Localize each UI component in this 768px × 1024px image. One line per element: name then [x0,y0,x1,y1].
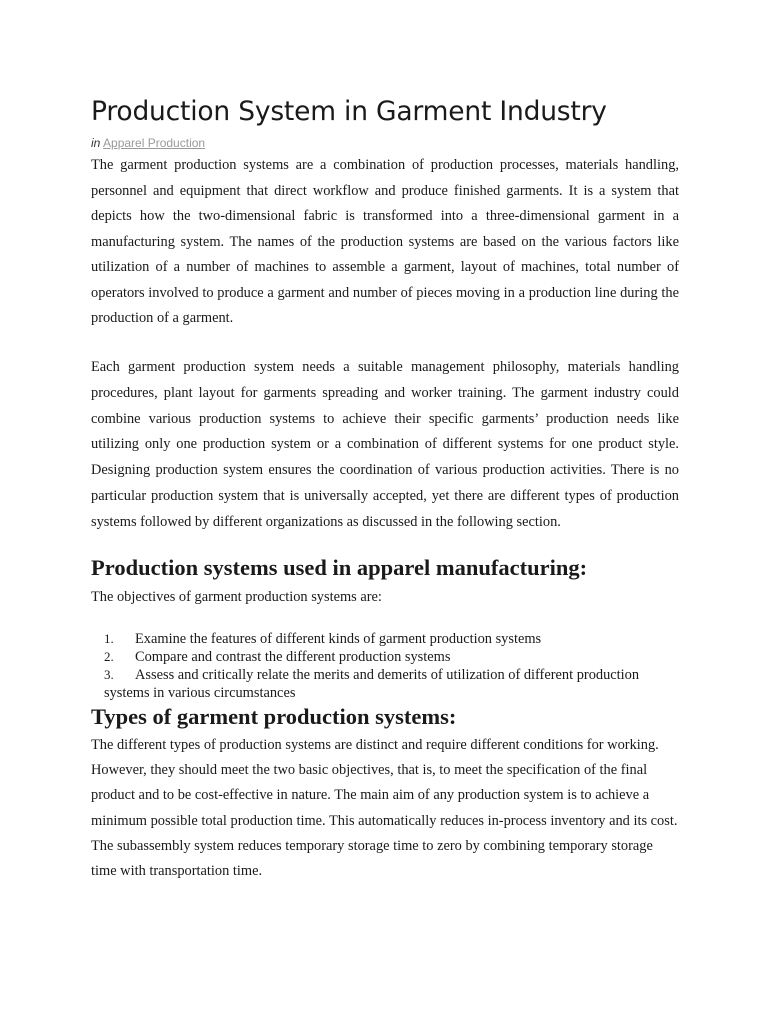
page-title: Production System in Garment Industry [91,96,607,127]
list-item-text: Assess and critically relate the merits and demerits of utilization of different production systems in various circumstances [104,667,640,701]
list-item [104,648,679,666]
intro-paragraph: The garment production systems are a combination of production processes, materials handling, personnel and equipment that direct workflow and produce finished garments. It is a system that depicts how the two-dimensional fabric is transformed into a three-dimensional garment in a manufacturing system. The names of the production systems are based on the various factors like utilization of a number of machines to assemble a garment, layout of machines, total number of operators involved to produce a garment and number of pieces moving in a production line during the production of a garment. [91,157,679,326]
body-paragraph: Each garment production system needs a suitable management philosophy, materials handling procedures, plant layout for garments spreading and worker training. The garment industry could combine various production systems to achieve their specific garments’ production needs like utilizing only one production system or a combination of different systems for one product style. Designing production system ensures the coordination of various production activities. There is no particular production system that is universally accepted, yet there are different types of production systems followed by different organizations as discussed in the following section. [91,359,679,530]
objectives-list [104,630,679,702]
list-item [104,666,679,702]
section-heading-types: Types of garment production systems: [91,704,457,729]
section-heading-production-systems: Production systems used in apparel manufacturing: [91,555,588,580]
list-number: 3. [104,667,114,682]
objectives-intro: The objectives of garment production systems are: [91,589,382,605]
byline-prefix: in [91,136,101,150]
byline [91,135,205,151]
list-number: 2. [104,649,114,664]
list-item-text: Examine the features of different kinds of garment production systems [135,631,542,647]
types-paragraph: The different types of production systems are distinct and require different conditions for working. However, they should meet the two basic objectives, that is, to meet the specification of the final product and to be cost-effective in nature. The main aim of any production system is to achieve a minimum possible total production time. This automatically reduces in-process inventory and its cost. The subassembly system reduces temporary storage time to zero by combining temporary storage time with transportation time. [91,737,678,880]
list-item-text: Compare and contrast the different production systems [135,649,451,665]
list-number: 1. [104,631,114,646]
list-item [104,630,679,648]
category-link[interactable]: Apparel Production [103,136,206,150]
